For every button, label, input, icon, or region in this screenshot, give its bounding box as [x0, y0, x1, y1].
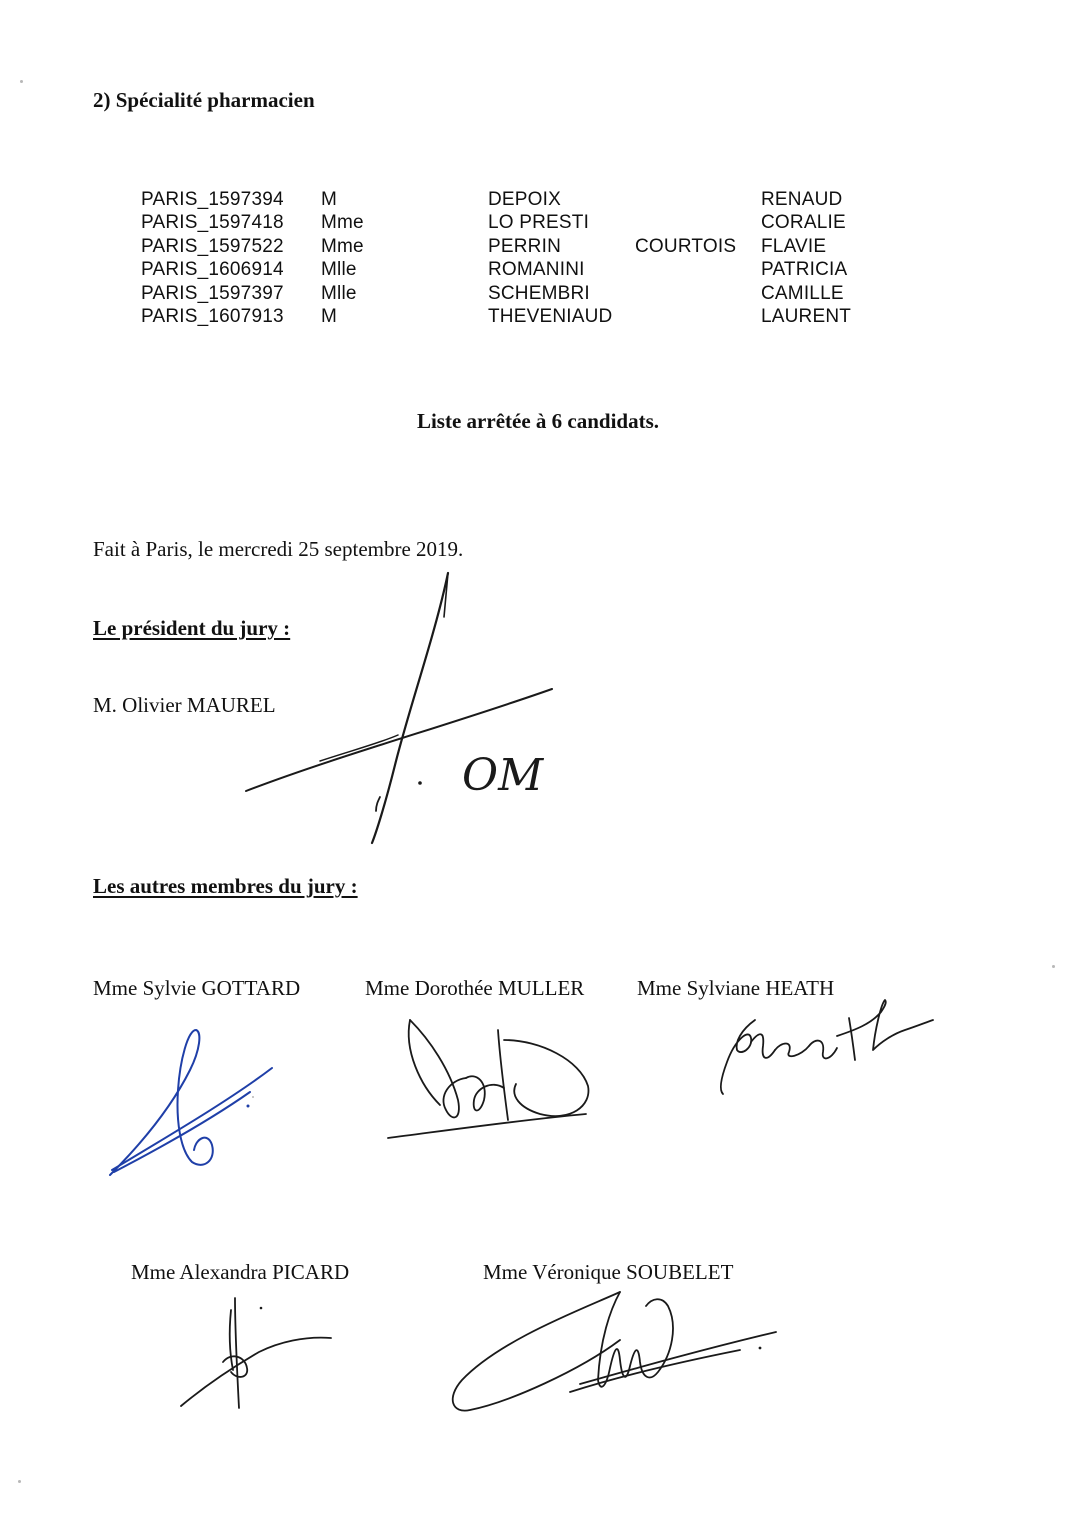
- president-signature: [230, 565, 570, 855]
- member-name-gottard: Mme Sylvie GOTTARD: [93, 976, 301, 1000]
- candidate-civility: Mlle: [321, 282, 357, 304]
- candidate-first-name: FLAVIE: [761, 235, 827, 257]
- candidate-first-name: CORALIE: [761, 212, 846, 234]
- candidate-second-last-name: [635, 305, 761, 328]
- candidate-first-name: CAMILLE: [761, 282, 844, 304]
- scan-dust-speck: [252, 1096, 254, 1098]
- candidate-id: PARIS_1597522: [141, 235, 284, 257]
- candidate-first-name: RENAUD: [761, 189, 843, 210]
- candidate-first-name: LAURENT: [761, 306, 852, 328]
- table-row: [141, 188, 871, 211]
- candidate-second-last-name: COURTOIS: [635, 235, 737, 257]
- candidate-second-last-name: [635, 258, 761, 281]
- member-name-heath: Mme Sylviane HEATH: [637, 976, 835, 1000]
- president-signature-initials: OM: [462, 750, 544, 801]
- candidate-civility: Mme: [321, 212, 364, 234]
- candidate-second-last-name: [635, 188, 761, 211]
- signature-gottard: [100, 1020, 290, 1190]
- table-row: [141, 211, 871, 234]
- signature-muller: [380, 1010, 610, 1150]
- candidate-table: [141, 188, 871, 328]
- candidate-civility: Mme: [321, 235, 364, 257]
- member-name-soubelet: Mme Véronique SOUBELET: [483, 1260, 734, 1284]
- member-name-muller: Mme Dorothée MULLER: [365, 976, 585, 1000]
- table-row: [141, 305, 871, 328]
- candidate-last-name: ROMANINI: [488, 259, 585, 281]
- candidate-id: PARIS_1597397: [141, 282, 284, 304]
- list-closed-statement: Liste arrêtée à 6 candidats.: [416, 409, 660, 433]
- candidate-second-last-name: [635, 282, 761, 305]
- scan-dust-speck: [18, 1480, 21, 1483]
- signature-soubelet: [440, 1280, 780, 1425]
- table-row: [141, 258, 871, 281]
- candidate-last-name: THEVENIAUD: [488, 306, 613, 328]
- section-title: 2) Spécialité pharmacien: [93, 88, 315, 112]
- candidate-last-name: PERRIN: [488, 235, 561, 257]
- candidate-civility: M: [321, 306, 338, 328]
- scan-dust-speck: [20, 80, 23, 83]
- president-heading: Le président du jury :: [93, 616, 291, 640]
- table-row: [141, 235, 871, 258]
- candidate-civility: M: [321, 189, 338, 210]
- candidate-second-last-name: [635, 211, 761, 234]
- candidate-id: PARIS_1607913: [141, 306, 284, 328]
- president-name: M. Olivier MAUREL: [93, 693, 276, 717]
- candidate-id: PARIS_1606914: [141, 259, 284, 281]
- candidate-id: PARIS_1597394: [141, 189, 284, 210]
- candidate-civility: Mlle: [321, 259, 357, 281]
- table-row: [141, 282, 871, 305]
- other-members-heading: Les autres membres du jury :: [93, 874, 358, 898]
- scan-dust-speck: [1052, 965, 1055, 968]
- candidate-id: PARIS_1597418: [141, 212, 284, 234]
- candidate-last-name: LO PRESTI: [488, 212, 590, 234]
- candidate-last-name: DEPOIX: [488, 189, 561, 210]
- candidate-first-name: PATRICIA: [761, 259, 848, 281]
- signature-heath: [705, 990, 945, 1105]
- place-date: Fait à Paris, le mercredi 25 septembre 2019.: [93, 537, 464, 561]
- signature-picard: [175, 1290, 345, 1415]
- member-name-picard: Mme Alexandra PICARD: [131, 1260, 350, 1284]
- candidate-last-name: SCHEMBRI: [488, 282, 590, 304]
